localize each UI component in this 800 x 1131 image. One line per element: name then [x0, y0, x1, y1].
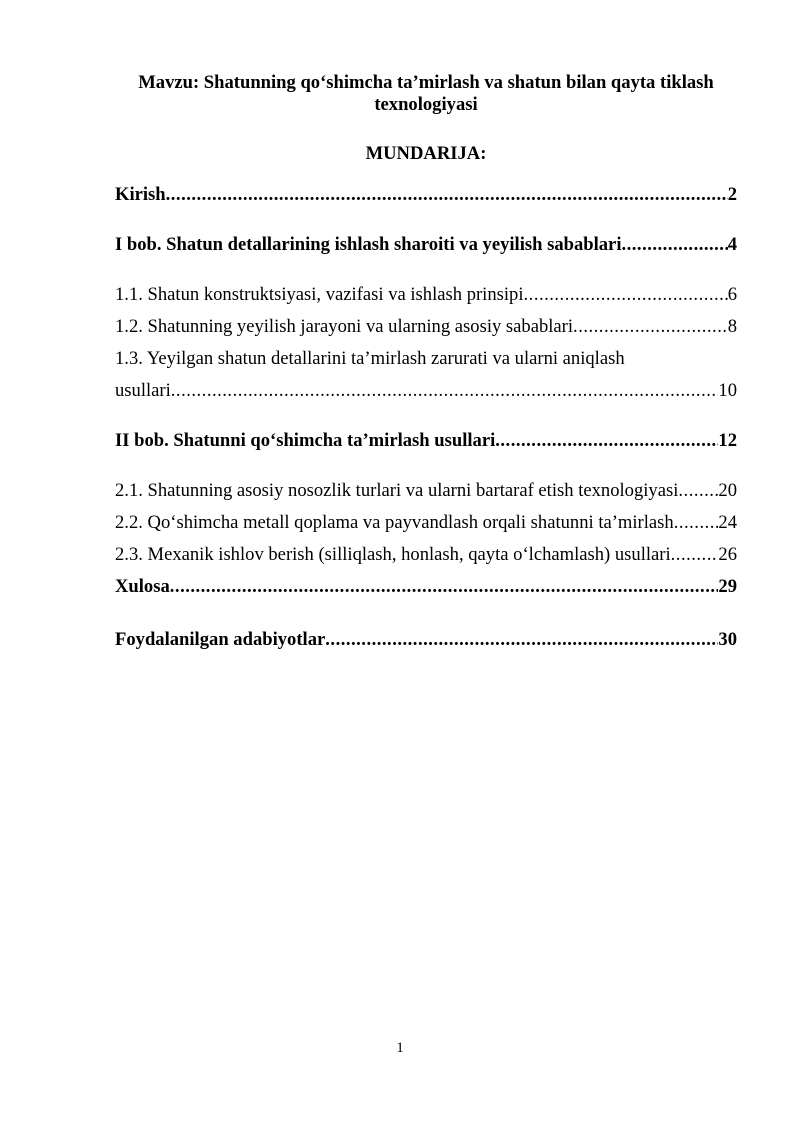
toc-dot-leader — [524, 279, 728, 311]
toc-dot-leader — [678, 475, 718, 507]
toc-entry-page: 2 — [727, 184, 737, 205]
toc-entry-label: I bob. Shatun detallarining ishlash sharoiti va yeyilish sabablari — [115, 234, 622, 255]
toc-entry-label: II bob. Shatunni qo‘shimcha ta’mirlash usullari — [115, 430, 496, 451]
toc-entry-adabiyotlar — [115, 624, 737, 656]
toc-entry-page: 4 — [727, 234, 737, 255]
toc-entry-label: 1.2. Shatunning yeyilish jarayoni va ularning asosiy sabablari — [115, 316, 574, 337]
toc-entry-chapter-2 — [115, 425, 737, 457]
toc-entry-label: 2.1. Shatunning asosiy nosozlik turlari va ularni bartaraf etish texnologiyasi — [115, 480, 679, 501]
toc-entry-label: 1.3. Yeyilgan shatun detallarini ta’mirlash zarurati va ularni aniqlash — [115, 348, 625, 369]
toc-entry-2-3 — [115, 539, 737, 571]
toc-entry-1-2 — [115, 311, 737, 343]
toc-entry-label: usullari — [115, 380, 171, 401]
toc-entry-page: 8 — [727, 316, 737, 337]
toc-entry-kirish — [115, 179, 737, 211]
toc-entry-chapter-1 — [115, 229, 737, 261]
toc-dot-leader — [166, 179, 728, 211]
table-of-contents — [115, 179, 737, 656]
document-title — [115, 72, 737, 116]
toc-entry-label: Foydalanilgan adabiyotlar — [115, 629, 326, 650]
toc-entry-page: 29 — [718, 576, 737, 597]
toc-entry-label: 2.2. Qo‘shimcha metall qoplama va payvandlash orqali shatunni ta’mirlash — [115, 512, 674, 533]
toc-entry-1-1 — [115, 279, 737, 311]
toc-entry-page: 12 — [718, 430, 737, 451]
toc-entry-page: 30 — [718, 629, 737, 650]
toc-entry-xulosa — [115, 571, 737, 603]
toc-entry-page: 20 — [718, 480, 737, 501]
toc-entry-label: 1.1. Shatun konstruktsiyasi, vazifasi va ishlash prinsipi — [115, 284, 524, 305]
toc-heading: MUNDARIJA: — [365, 143, 487, 164]
toc-entry-label: Xulosa — [115, 576, 170, 597]
toc-dot-leader — [495, 425, 718, 457]
toc-entry-page: 24 — [718, 512, 737, 533]
toc-dot-leader — [674, 507, 719, 539]
toc-entry-page: 10 — [718, 380, 737, 401]
document-title-line-2: texnologiyasi — [374, 94, 478, 115]
toc-dot-leader — [325, 624, 718, 656]
toc-dot-leader — [621, 229, 727, 261]
document-title-line-1: Mavzu: Shatunning qo‘shimcha ta’mirlash va shatun bilan qayta tiklash — [138, 72, 714, 93]
toc-dot-leader — [573, 311, 728, 343]
toc-dot-leader — [170, 571, 719, 603]
toc-entry-page: 6 — [727, 284, 737, 305]
toc-entry-page: 26 — [718, 544, 737, 565]
page-number: 1 — [396, 1040, 404, 1056]
toc-entry-1-3-line-1 — [115, 343, 737, 375]
document-content — [115, 72, 737, 656]
toc-dot-leader — [171, 375, 719, 407]
toc-entry-label: 2.3. Mexanik ishlov berish (silliqlash, honlash, qayta o‘lchamlash) usullari — [115, 544, 671, 565]
toc-entry-label: Kirish — [115, 184, 166, 205]
toc-entry-2-1 — [115, 475, 737, 507]
toc-dot-leader — [671, 539, 719, 571]
toc-entry-2-2 — [115, 507, 737, 539]
toc-entry-1-3-line-2 — [115, 375, 737, 407]
